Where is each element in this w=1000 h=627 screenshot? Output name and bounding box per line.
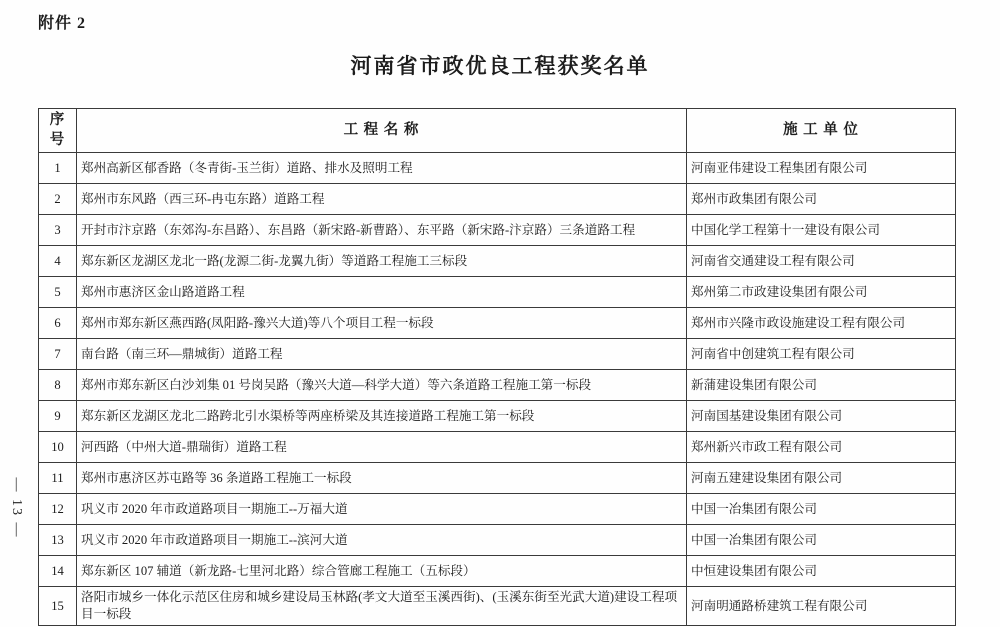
project-name-cell: 郑州市郑东新区燕西路(凤阳路-豫兴大道)等八个项目工程一标段: [77, 308, 687, 339]
row-number-cell: 14: [39, 556, 77, 587]
row-number-cell: 2: [39, 184, 77, 215]
contractor-cell: 中国一冶集团有限公司: [687, 494, 956, 525]
contractor-cell: 中国化学工程第十一建设有限公司: [687, 215, 956, 246]
table-row: [39, 494, 956, 525]
contractor-cell: 河南亚伟建设工程集团有限公司: [687, 153, 956, 184]
project-name-cell: 巩义市 2020 年市政道路项目一期施工--滨河大道: [77, 525, 687, 556]
contractor-cell: 河南五建建设集团有限公司: [687, 463, 956, 494]
table-row: [39, 246, 956, 277]
table-row: [39, 277, 956, 308]
table-row: [39, 432, 956, 463]
row-number-cell: 4: [39, 246, 77, 277]
row-number-cell: 1: [39, 153, 77, 184]
row-number-cell: 10: [39, 432, 77, 463]
table-row: [39, 308, 956, 339]
column-header-contractor: 施 工 单 位: [687, 109, 956, 153]
row-number-cell: 5: [39, 277, 77, 308]
row-number-cell: 9: [39, 401, 77, 432]
row-number-cell: 15: [39, 587, 77, 626]
project-name-cell: 开封市汴京路（东郊沟-东昌路）、东昌路（新宋路-新曹路）、东平路（新宋路-汴京路）三条道路工程: [77, 215, 687, 246]
contractor-cell: 郑州市政集团有限公司: [687, 184, 956, 215]
column-header-project: 工 程 名 称: [77, 109, 687, 153]
award-table: [38, 108, 956, 626]
table-body: [39, 153, 956, 626]
contractor-cell: 中国一冶集团有限公司: [687, 525, 956, 556]
table-row: [39, 153, 956, 184]
project-name-cell: 郑东新区 107 辅道（新龙路-七里河北路）综合管廊工程施工（五标段）: [77, 556, 687, 587]
contractor-cell: 河南省交通建设工程有限公司: [687, 246, 956, 277]
table-row: [39, 463, 956, 494]
table-row: [39, 215, 956, 246]
project-name-cell: 洛阳市城乡一体化示范区住房和城乡建设局玉林路(孝文大道至玉溪西街)、(玉溪东街至光武大道)建设工程项目一标段: [77, 587, 687, 626]
project-name-cell: 河西路（中州大道-鼎瑞街）道路工程: [77, 432, 687, 463]
project-name-cell: 郑州市郑东新区白沙刘集 01 号岗吴路（豫兴大道—科学大道）等六条道路工程施工第一标段: [77, 370, 687, 401]
project-name-cell: 郑州市惠济区苏屯路等 36 条道路工程施工一标段: [77, 463, 687, 494]
contractor-cell: 河南国基建设集团有限公司: [687, 401, 956, 432]
page-number: — 13 —: [9, 477, 24, 539]
row-number-cell: 7: [39, 339, 77, 370]
table-row: [39, 401, 956, 432]
project-name-cell: 郑州市东风路（西三环-冉屯东路）道路工程: [77, 184, 687, 215]
project-name-cell: 郑东新区龙湖区龙北二路跨北引水渠桥等两座桥梁及其连接道路工程施工第一标段: [77, 401, 687, 432]
attachment-label: 附件 2: [38, 15, 87, 32]
contractor-cell: 河南省中创建筑工程有限公司: [687, 339, 956, 370]
contractor-cell: 中恒建设集团有限公司: [687, 556, 956, 587]
table-row: [39, 184, 956, 215]
row-number-cell: 13: [39, 525, 77, 556]
contractor-cell: 河南明通路桥建筑工程有限公司: [687, 587, 956, 626]
table-row: [39, 556, 956, 587]
row-number-cell: 8: [39, 370, 77, 401]
table-row: [39, 525, 956, 556]
page-title: 河南省市政优良工程获奖名单: [350, 54, 650, 78]
contractor-cell: 新蒲建设集团有限公司: [687, 370, 956, 401]
project-name-cell: 郑州高新区郁香路（冬青街-玉兰街）道路、排水及照明工程: [77, 153, 687, 184]
row-number-cell: 3: [39, 215, 77, 246]
row-number-cell: 6: [39, 308, 77, 339]
row-number-cell: 11: [39, 463, 77, 494]
column-header-no: 序号: [39, 109, 77, 153]
table-row: [39, 587, 956, 626]
row-number-cell: 12: [39, 494, 77, 525]
project-name-cell: 郑东新区龙湖区龙北一路(龙源二街-龙翼九街）等道路工程施工三标段: [77, 246, 687, 277]
project-name-cell: 巩义市 2020 年市政道路项目一期施工--万福大道: [77, 494, 687, 525]
table-row: [39, 370, 956, 401]
contractor-cell: 郑州市兴隆市政设施建设工程有限公司: [687, 308, 956, 339]
table-row: [39, 339, 956, 370]
contractor-cell: 郑州新兴市政工程有限公司: [687, 432, 956, 463]
table-header-row: [39, 109, 956, 153]
project-name-cell: 南台路（南三环—鼎城街）道路工程: [77, 339, 687, 370]
contractor-cell: 郑州第二市政建设集团有限公司: [687, 277, 956, 308]
project-name-cell: 郑州市惠济区金山路道路工程: [77, 277, 687, 308]
